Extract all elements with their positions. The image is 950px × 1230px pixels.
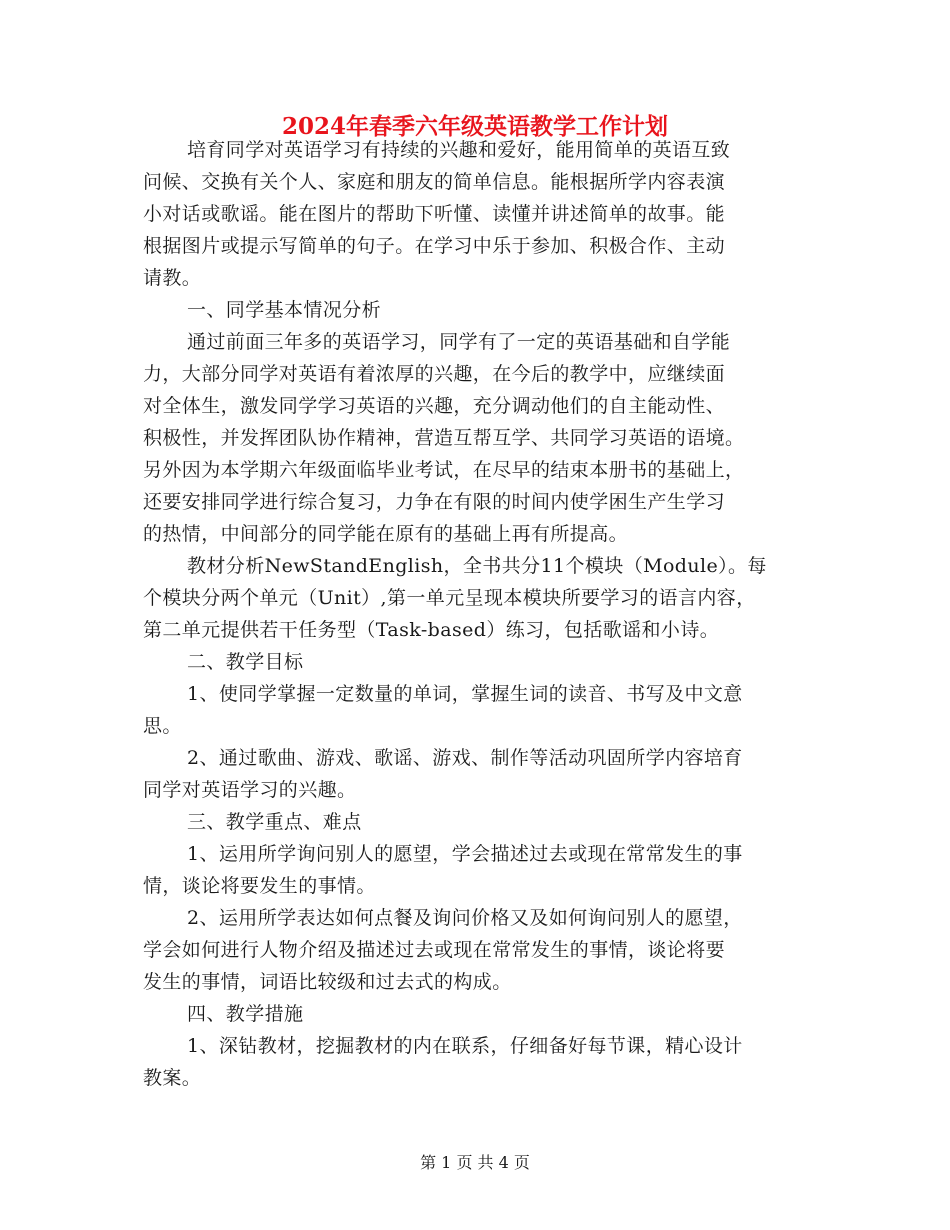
body-text-line: 1、深钻教材，挖掘教材的内在联系，仔细备好每节课，精心设计 xyxy=(187,1035,743,1057)
body-text-line: 的热情，中间部分的同学能在原有的基础上再有所提高。 xyxy=(143,523,629,545)
body-text-line: 还要安排同学进行综合复习，力争在有限的时间内使学困生产生学习 xyxy=(143,491,726,513)
body-text-line: 个模块分两个单元（Unit）,第一单元呈现本模块所要学习的语言内容， xyxy=(143,587,756,609)
body-text-line: 2、运用所学表达如何点餐及询问价格又及如何询问别人的愿望， xyxy=(187,907,743,929)
body-text-line: 1、使同学掌握一定数量的单词，掌握生词的读音、书写及中文意 xyxy=(187,683,743,705)
body-text-line: 对全体生，激发同学学习英语的兴趣，充分调动他们的自主能动性、 xyxy=(143,395,726,417)
body-text-line: 通过前面三年多的英语学习，同学有了一定的英语基础和自学能 xyxy=(187,331,731,353)
body-text-line: 根据图片或提示写简单的句子。在学习中乐于参加、积极合作、主动 xyxy=(143,235,726,257)
body-text-line: 问候、交换有关个人、家庭和朋友的简单信息。能根据所学内容表演 xyxy=(143,171,726,193)
body-text-line: 教材分析NewStandEnglish，全书共分11个模块（Module）。每 xyxy=(187,555,767,577)
body-text-line: 1、运用所学询问别人的愿望，学会描述过去或现在常常发生的事 xyxy=(187,843,743,865)
body-text-line: 教案。 xyxy=(143,1067,202,1089)
body-text-line: 力，大部分同学对英语有着浓厚的兴趣，在今后的教学中，应继续面 xyxy=(143,363,726,385)
document-title: 2024年春季六年级英语教学工作计划 xyxy=(281,113,668,140)
body-text-line: 发生的事情，词语比较级和过去式的构成。 xyxy=(143,971,512,993)
body-text-line: 同学对英语学习的兴趣。 xyxy=(143,779,357,801)
body-text-line: 一、同学基本情况分析 xyxy=(187,299,382,321)
body-text-line: 请教。 xyxy=(143,267,202,289)
body-text-line: 小对话或歌谣。能在图片的帮助下听懂、读懂并讲述简单的故事。能 xyxy=(143,203,726,225)
body-text-line: 学会如何进行人物介绍及描述过去或现在常常发生的事情，谈论将要 xyxy=(143,939,726,961)
body-text-line: 另外因为本学期六年级面临毕业考试，在尽早的结束本册书的基础上， xyxy=(143,459,745,481)
body-text-line: 2、通过歌曲、游戏、歌谣、游戏、制作等活动巩固所学内容培育 xyxy=(187,747,743,769)
body-text-line: 二、教学目标 xyxy=(187,651,304,673)
body-text-line: 积极性，并发挥团队协作精神，营造互帮互学、共同学习英语的语境。 xyxy=(143,427,745,449)
body-text-line: 四、教学措施 xyxy=(187,1003,304,1025)
body-text-line: 思。 xyxy=(143,715,182,737)
body-text-line: 第二单元提供若干任务型（Task-based）练习，包括歌谣和小诗。 xyxy=(143,619,720,641)
page-footer: 第 1 页 共 4 页 xyxy=(420,1153,530,1172)
body-text-line: 培育同学对英语学习有持续的兴趣和爱好，能用简单的英语互致 xyxy=(187,139,731,161)
document-body xyxy=(143,134,811,1094)
body-text-line: 情，谈论将要发生的事情。 xyxy=(143,875,376,897)
body-text-line: 三、教学重点、难点 xyxy=(187,811,362,833)
